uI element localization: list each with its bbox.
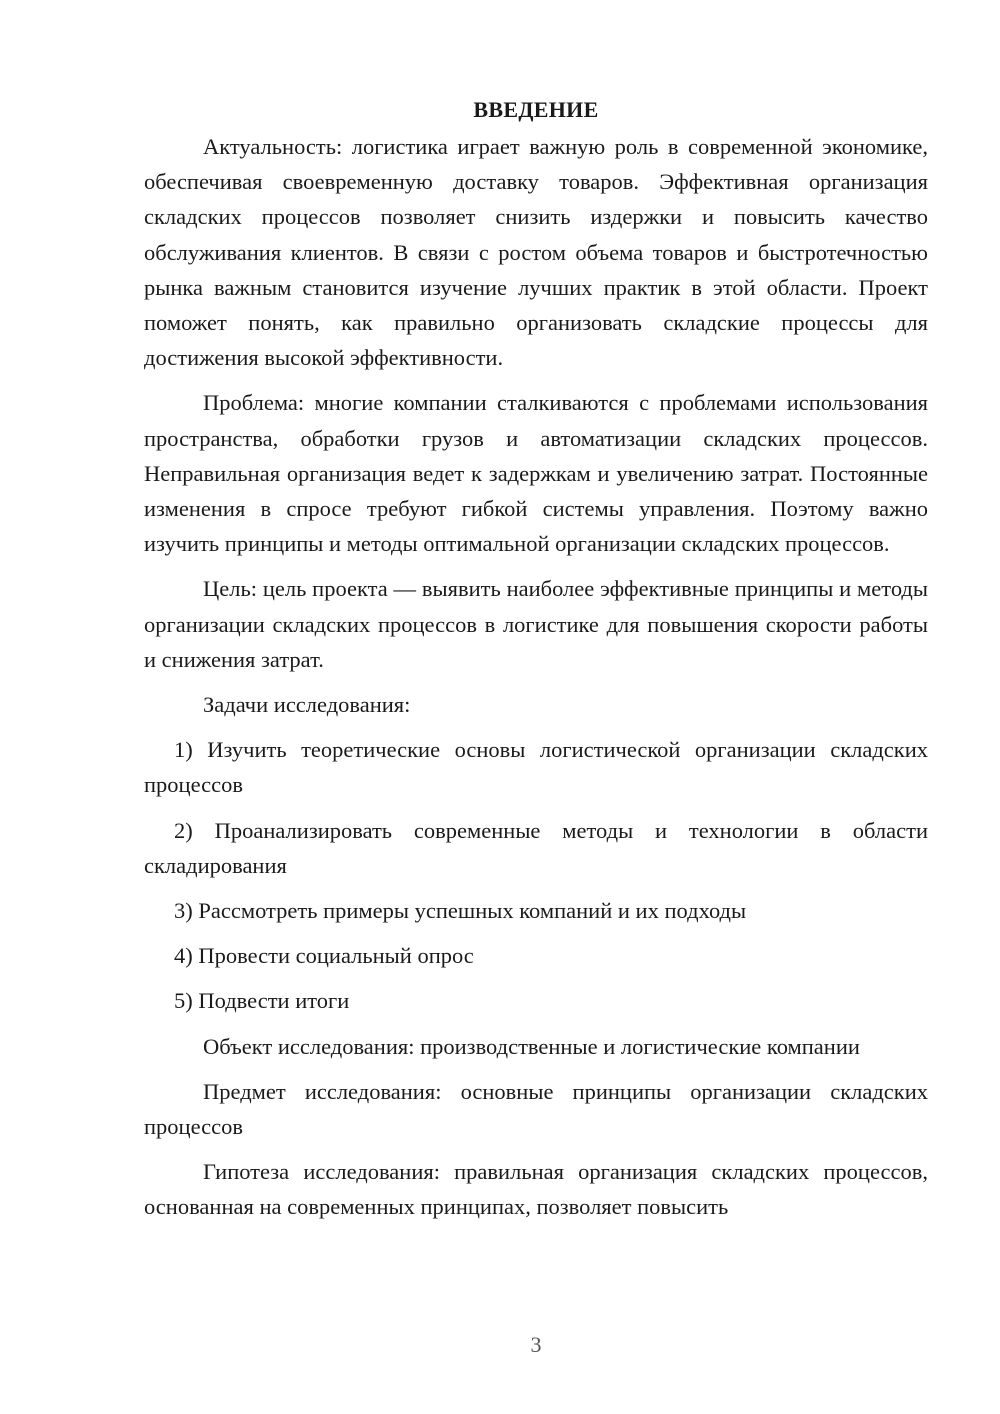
paragraph-hypothesis: Гипотеза исследования: правильная организация складских процессов, основанная на современных принципах, позволяет повысить bbox=[144, 1159, 928, 1220]
task-item-2: 2) Проанализировать современные методы и технологии в области складирования bbox=[144, 817, 928, 878]
paragraph-tasks-heading: Задачи исследования: bbox=[203, 692, 411, 718]
task-item-3: 3) Рассмотреть примеры успешных компаний и их подходы bbox=[174, 898, 747, 924]
page-number: 3 bbox=[530, 1332, 542, 1357]
page-title: ВВЕДЕНИЕ bbox=[473, 97, 599, 122]
paragraph-relevance: Актуальность: логистика играет важную роль в современной экономике, обеспечивая своевременную доставку товаров. Эффективная организация складских процессов позволяет снизить издержки и повысить качество обслуживания клиентов. В связи с ростом объема товаров и быстротечностью рынка важным становится изучение лучших практик в этой области. Проект поможет понять, как правильно организовать складские процессы для достижения высокой эффективности. bbox=[144, 134, 928, 371]
paragraph-object: Объект исследования: производственные и логистические компании bbox=[203, 1033, 860, 1059]
paragraph-subject: Предмет исследования: основные принципы организации складских процессов bbox=[144, 1078, 928, 1140]
task-item-5: 5) Подвести итоги bbox=[174, 988, 350, 1014]
task-item-1: 1) Изучить теоретические основы логистической организации складских процессов bbox=[144, 737, 928, 798]
task-item-4: 4) Провести социальный опрос bbox=[174, 943, 474, 969]
paragraph-problem: Проблема: многие компании сталкиваются с проблемами использования пространства, обработки грузов и автоматизации складских процессов. Неправильная организация ведет к задержкам и увеличению затрат. Постоянные изменения в спросе требуют гибкой системы управления. Поэтому важно изучить принципы и методы оптимальной организации складских процессов. bbox=[144, 390, 928, 557]
paragraph-goal: Цель: цель проекта — выявить наиболее эффективные принципы и методы организации складских процессов в логистике для повышения скорости работы и снижения затрат. bbox=[144, 576, 928, 672]
page-content bbox=[144, 92, 928, 1225]
